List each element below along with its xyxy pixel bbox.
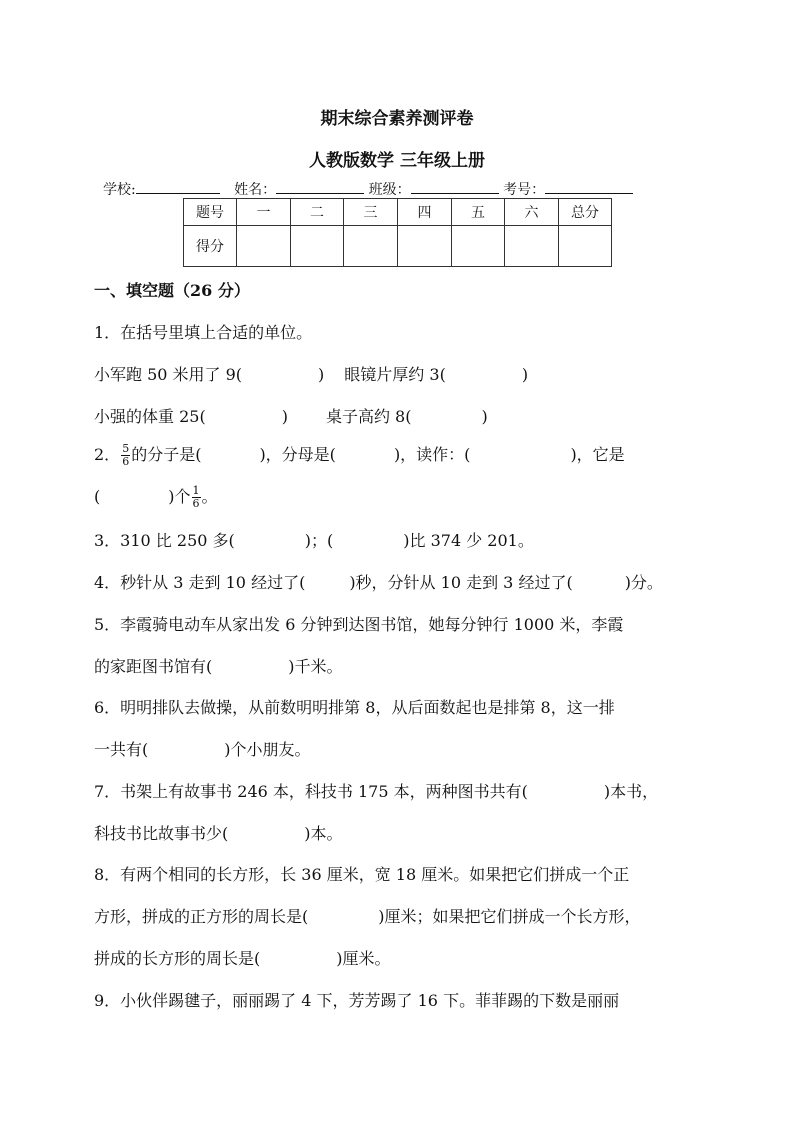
q2-text: )，读作：( (393, 445, 471, 464)
student-info-row (103, 179, 633, 199)
q7-text: )本书， (603, 782, 659, 801)
q2-text: 的分子是( (131, 445, 202, 464)
q4-text: )秒，分针从 10 走到 3 经过了( (349, 573, 573, 592)
fraction-denominator: 6 (192, 497, 200, 510)
q4-text: 4．秒针从 3 走到 10 经过了( (94, 573, 306, 592)
question-8-line-c (94, 946, 391, 969)
question-4 (94, 570, 663, 593)
name-label: 姓名： (234, 182, 277, 198)
q8-text: 方形，拼成的正方形的周长是( (94, 907, 309, 926)
question-7-line-a (94, 779, 658, 802)
question-2-line-a (94, 442, 625, 468)
q7-text: 7．书架上有故事书 246 本，科技书 175 本，两种图书共有( (94, 782, 528, 801)
q1-text: 小强的体重 25( (94, 407, 206, 426)
question-8-line-b (94, 904, 641, 927)
q3-text: )；( (304, 531, 334, 550)
q2-text: )个 (168, 487, 191, 506)
q1-text: ) (521, 365, 529, 384)
score-header-cell: 五 (452, 199, 505, 226)
score-cell[interactable] (291, 226, 344, 267)
exam-no-label: 考号： (503, 182, 546, 198)
question-7-line-b (94, 821, 343, 844)
question-6-line-a: 6．明明排队去做操，从前数明明排第 8，从后面数起也是排第 8，这一排 (94, 698, 615, 717)
question-1-line-b (94, 404, 488, 427)
question-1-line-a (94, 362, 528, 385)
q3-text: )比 374 少 201。 (403, 531, 534, 550)
class-label: 班级： (368, 182, 411, 198)
question-8-line-a: 8．有两个相同的长方形，长 36 厘米，宽 18 厘米。如果把它们拼成一个正 (94, 865, 630, 884)
exam-title: 期末综合素养测评卷 (320, 109, 474, 129)
school-field[interactable] (136, 179, 220, 194)
q4-text: )分。 (624, 573, 663, 592)
q1-text: 小军跑 50 米用了 9( (94, 365, 243, 384)
score-cell[interactable] (237, 226, 291, 267)
fraction-numerator: 1 (192, 484, 200, 497)
school-label: 学校: (103, 182, 136, 198)
score-header-cell: 二 (291, 199, 344, 226)
score-header-cell: 总分 (559, 199, 612, 226)
exam-no-field[interactable] (545, 179, 633, 194)
question-5-line-b (94, 654, 343, 677)
q6-text: 一共有( (94, 740, 149, 759)
score-header-cell: 四 (398, 199, 452, 226)
class-field[interactable] (411, 179, 499, 194)
q1-text: 眼镜片厚约 3( (344, 365, 446, 384)
question-9-line-a: 9．小伙伴踢毽子，丽丽踢了 4 下，芳芳踢了 16 下。菲菲踢的下数是丽丽 (94, 991, 620, 1010)
q2-text: )，它是 (570, 445, 625, 464)
score-header-cell: 题号 (184, 199, 237, 226)
q1-text: ) (481, 407, 488, 426)
q7-text: )本。 (304, 824, 343, 843)
score-cell[interactable] (344, 226, 398, 267)
q3-text: 3．310 比 250 多( (94, 531, 235, 550)
score-header-cell: 六 (505, 199, 559, 226)
fraction-numerator: 5 (122, 442, 130, 455)
score-cell[interactable] (452, 226, 505, 267)
q1-text: ) (281, 407, 288, 426)
score-header-cell: 三 (344, 199, 398, 226)
section-title: 一、填空题（26 分） (94, 281, 250, 300)
q1-text: ) (318, 365, 325, 384)
score-cell[interactable] (559, 226, 612, 267)
q2-text: ( (94, 487, 101, 506)
q1-text: 桌子高约 8( (325, 407, 412, 426)
q8-text: )厘米。 (336, 949, 391, 968)
question-1-stem: 1．在括号里填上合适的单位。 (94, 323, 313, 342)
question-2-line-b (94, 484, 218, 510)
question-3 (94, 528, 534, 551)
score-table-header-row (184, 199, 612, 226)
score-table-score-row (184, 226, 612, 267)
q2-prefix: 2． (94, 445, 121, 464)
fraction-one-sixth (192, 485, 201, 510)
q8-text: 拼成的长方形的周长是( (94, 949, 261, 968)
q5-text: )千米。 (288, 657, 343, 676)
q2-text: )，分母是( (259, 445, 336, 464)
score-table (183, 198, 612, 267)
question-5-line-a: 5．李霞骑电动车从家出发 6 分钟到达图书馆，她每分钟行 1000 米，李霞 (94, 615, 624, 634)
q8-text: )厘米；如果把它们拼成一个长方形， (378, 907, 641, 926)
name-field[interactable] (276, 179, 364, 194)
exam-subtitle: 人教版数学 三年级上册 (309, 151, 485, 171)
score-row-label: 得分 (184, 226, 237, 267)
question-6-line-b (94, 737, 311, 760)
score-cell[interactable] (505, 226, 559, 267)
q2-text: 。 (201, 487, 218, 506)
score-cell[interactable] (398, 226, 452, 267)
fraction-five-sixths (121, 443, 130, 468)
fraction-denominator: 6 (122, 455, 130, 468)
q6-text: )个小朋友。 (224, 740, 311, 759)
q7-text: 科技书比故事书少( (94, 824, 229, 843)
q5-text: 的家距图书馆有( (94, 657, 213, 676)
score-header-cell: 一 (237, 199, 291, 226)
